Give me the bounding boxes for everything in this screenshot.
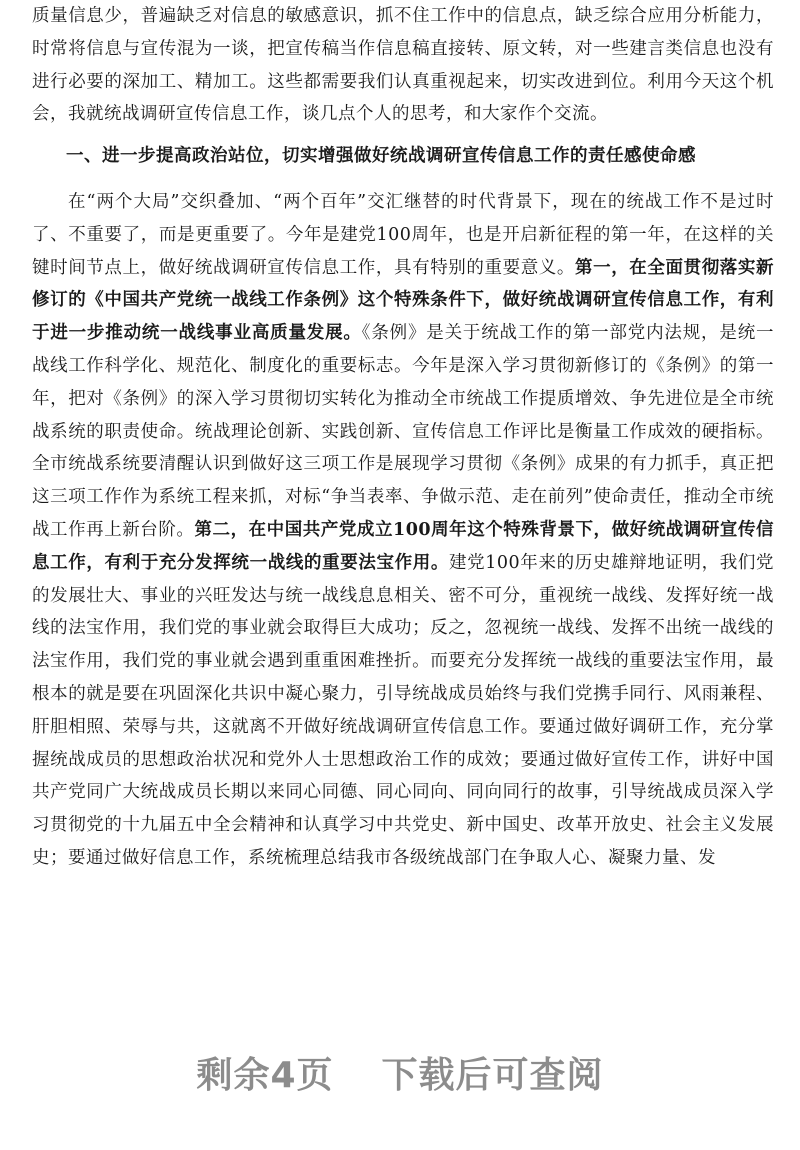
- download-hint-text: 下载后可查阅: [381, 1055, 604, 1096]
- body-text-3: 建党100年来的历史雄辩地证明，我们党的发展壮大、事业的兴旺发达与统一战线息息相关、密不可分，重视统一战线、发挥好统一战线的法宝作用，我们党的事业就会取得巨大成功；反之，忽视统一战线、发挥不出统一战线的法宝作用，我们党的事业就会遇到重重困难挫折。而要充分发挥统一战线的重要法宝作用，最根本的就是要在巩固深化共识中凝心聚力，引导统战成员始终与我们党携手同行、风雨兼程、肝胆相照、荣辱与共，这就离不开做好统战调研宣传信息工作。要通过做好调研工作，充分掌握统战成员的思想政治状况和党外人士思想政治工作的成效；要通过做好宣传工作，讲好中国共产党同广大统战成员长期以来同心同德、同心同向、同向同行的故事，引导统战成员深入学习贯彻党的十九届五中全会精神和认真学习中共党史、新中国史、改革开放史、社会主义发展史；要通过做好信息工作，系统梳理总结我市各级统战部门在争取人心、凝聚力量、发: [32, 552, 775, 868]
- body-bold-point-2: 第二，在中国共产党成立100周年这个特殊背景下，做好统战调研宣传信息工作，有利于充分发挥统一战线的重要法宝作用。: [32, 519, 775, 573]
- body-bold-point-1: 第一，在全面贯彻落实新修订的《中国共产党统一战线工作条例》这个特殊条件下，做好统战调研宣传信息工作，有利于进一步推动统一战线事业高质量发展。: [32, 257, 774, 344]
- body-text-1: 在“两个大局”交织叠加、“两个百年”交汇继替的时代背景下，现在的统战工作不是过时了、不重要了，而是更重要了。今年是建党100周年，也是开启新征程的第一年，在这样的关键时间节点上，做好统战调研宣传信息工作，具有特别的重要意义。: [32, 192, 774, 278]
- section-heading: 一、进一步提高政治站位，切实增强做好统战调研宣传信息工作的责任感使命感: [66, 146, 696, 166]
- body-paragraph: [32, 186, 774, 875]
- body-text-2: 《条例》是关于统战工作的第一部党内法规，是统一战线工作科学化、规范化、制度化的重要标志。今年是深入学习贯彻新修订的《条例》的第一年，把对《条例》的深入学习贯彻切实转化为推动全市统战工作提质增效、争先进位是全市统战系统的职责使命。统战理论创新、实践创新、宣传信息工作评比是衡量工作成效的硬指标。全市统战系统要清醒认识到做好这三项工作是展现学习贯彻《条例》成果的有力抓手，真正把这三项工作作为系统工程来抓，对标“争当表率、争做示范、走在前列”使命责任，推动全市统战工作再上新台阶。: [32, 323, 775, 540]
- download-banner[interactable]: [0, 1047, 800, 1098]
- intro-paragraph: 质量信息少，普遍缺乏对信息的敏感意识，抓不住工作中的信息点，缺乏综合应用分析能力，时常将信息与宣传混为一谈，把宣传稿当作信息稿直接转、原文转，对一些建言类信息也没有进行必要的深加工、精加工。这些都需要我们认真重视起来，切实改进到位。利用今天这个机会，我就统战调研宣传信息工作，谈几点个人的思考，和大家作个交流。: [32, 6, 774, 125]
- remaining-pages-text: 剩余4页: [196, 1055, 334, 1096]
